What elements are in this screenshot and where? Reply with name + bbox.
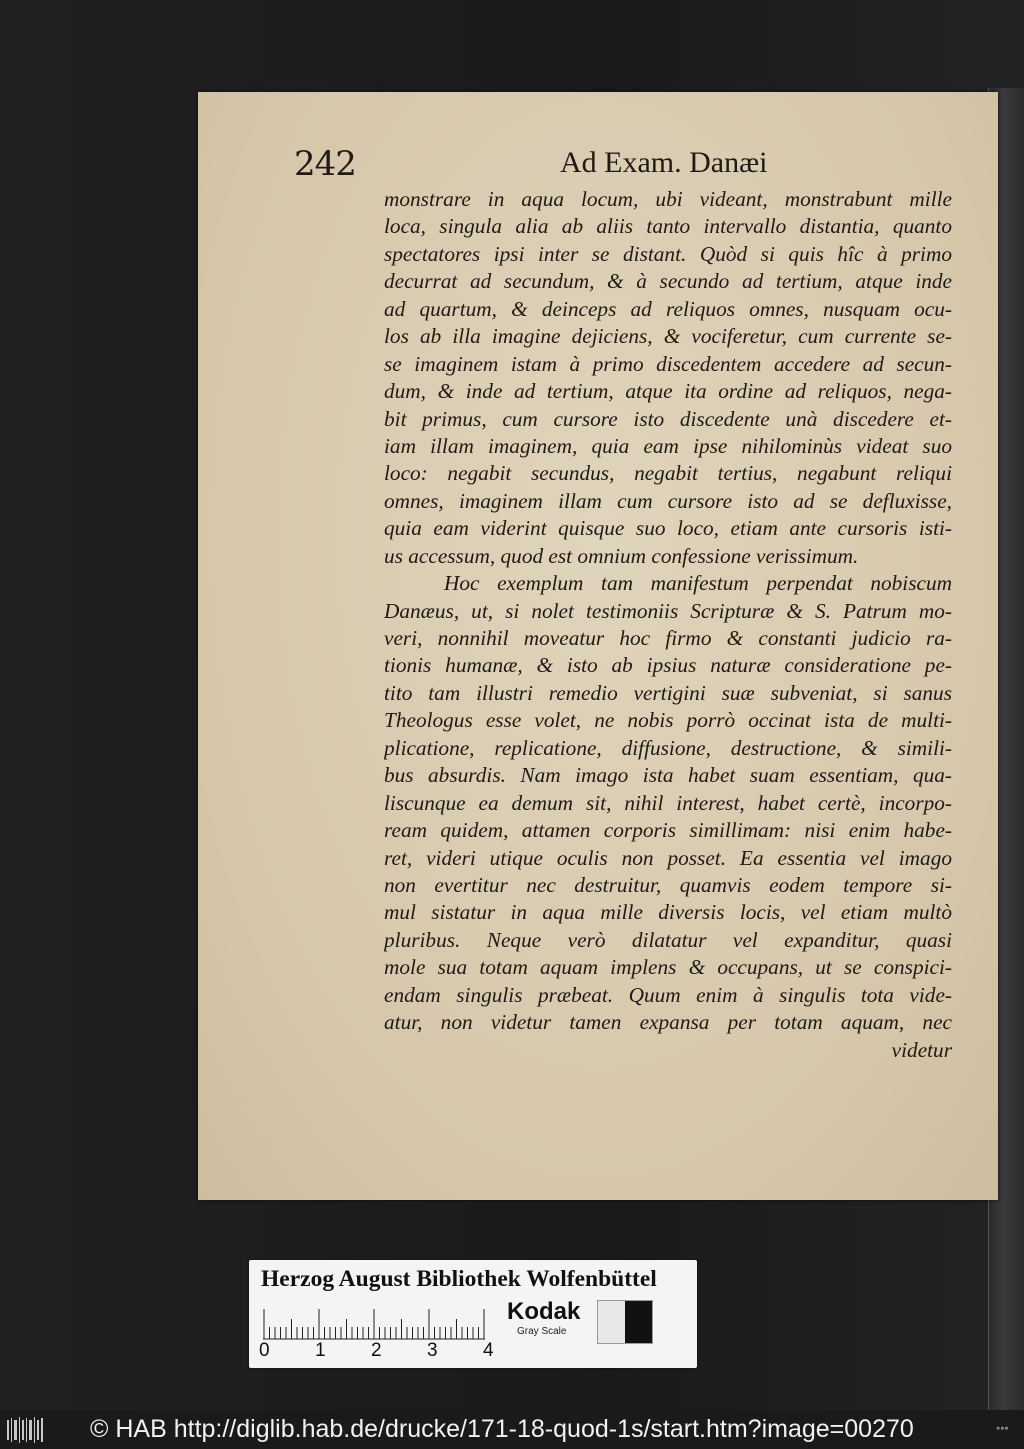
book-page [198, 92, 998, 1200]
hab-barcode-logo-icon [6, 1416, 46, 1444]
ruler-number: 0 [259, 1340, 270, 1361]
text-line-paragraph-start: Hoc exemplum tam manifestum perpendat nobiscum [444, 571, 952, 596]
page-number: 242 [294, 144, 356, 184]
text-line: decurrat ad secundum, & à secundo ad tertium, atque inde [384, 269, 952, 294]
text-line: omnes, imaginem illam cum cursore isto ad se defluxisse, [384, 488, 952, 513]
text-line: tito tam illustri remedio vertigini suæ subveniat, si sanus [384, 680, 952, 705]
library-name: Herzog August Bibliothek Wolfenbüttel [261, 1266, 657, 1292]
text-line: mul sistatur in aqua mille diversis locis, vel etiam multò [384, 900, 952, 925]
ruler-number: 1 [315, 1340, 326, 1361]
text-line: pluribus. Neque verò dilatatur vel expanditur, quasi [384, 927, 952, 952]
text-line: se imaginem istam à primo discedentem accedere ad secun- [384, 351, 952, 376]
footer-copyright-url: © HAB http://diglib.hab.de/drucke/171-18-quod-1s/start.htm?image=00270 [90, 1415, 914, 1443]
text-line: veri, nonnihil moveatur hoc firmo & constanti judicio ra- [384, 626, 952, 650]
text-line: quia eam viderint quisque suo loco, etiam ante cursoris isti- [384, 516, 952, 541]
text-line: Theologus esse volet, ne nobis porrò occinat ista de multi- [384, 708, 952, 733]
dark-swatch [625, 1301, 652, 1343]
text-line: mole sua totam aquam implens & occupans, ut se conspici- [384, 955, 952, 980]
ruler-number: 3 [427, 1340, 438, 1361]
text-line: ad quartum, & deinceps ad reliquos omnes, nusquam ocu- [384, 296, 952, 321]
text-line: los ab illa imagine dejiciens, & vociferetur, cum currente se- [384, 324, 952, 349]
text-line: plicatione, replicatione, diffusione, destructione, & simili- [384, 735, 952, 760]
gray-scale-caption: Gray Scale [517, 1326, 567, 1337]
text-line: us accessum, quod est omnium confessione verissimum. [384, 543, 859, 568]
text-line: bus absurdis. Nam imago ista habet suam essentiam, qua- [384, 763, 952, 788]
page-text-block [384, 186, 952, 1064]
library-color-card [249, 1260, 697, 1368]
catchword: videtur [891, 1037, 952, 1062]
text-line: bit primus, cum cursore isto discedente unà discedere et- [384, 406, 952, 431]
text-line: liscunque ea demum sit, nihil interest, habet certè, incorpo- [384, 790, 952, 815]
text-line: iam illam imaginem, quia eam ipse nihilominùs videat suo [384, 433, 952, 458]
footer-badge-icon: ▪▪▪ [996, 1424, 1009, 1432]
text-line: loca, singula alia ab aliis tanto intervallo distantia, quanto [384, 214, 952, 239]
ruler-number: 2 [371, 1340, 382, 1361]
text-line: spectatores ipsi inter se distant. Quòd si quis hîc à primo [384, 241, 952, 266]
ruler-scale [263, 1306, 485, 1340]
footer-bar [0, 1410, 1024, 1449]
gray-scale-swatch [597, 1300, 653, 1344]
text-line: loco: negabit secundus, negabit tertius, negabunt reliqui [384, 461, 952, 486]
text-line: tionis humanæ, & isto ab ipsius naturæ consideratione pe- [384, 653, 952, 678]
text-line: endam singulis præbeat. Quum enim à singulis tota vide- [384, 982, 952, 1007]
text-line: Danæus, ut, si nolet testimoniis Scripturæ & S. Patrum mo- [384, 598, 952, 623]
kodak-logo-text: Kodak [507, 1298, 581, 1325]
text-line: non evertitur nec destruitur, quamvis eodem tempore si- [384, 872, 952, 897]
text-line: monstrare in aqua locum, ubi videant, monstrabunt mille [384, 187, 952, 211]
ruler-numbers [257, 1340, 497, 1364]
text-line: ret, videri utique oculis non posset. Ea essentia vel imago [384, 845, 952, 870]
text-line: dum, & inde ad tertium, atque ita ordine ad reliquos, nega- [384, 379, 952, 404]
ruler-number: 4 [483, 1340, 494, 1361]
running-head: Ad Exam. Danæi [560, 146, 768, 179]
text-line: atur, non videtur tamen expansa per totam aquam, nec [384, 1010, 952, 1035]
text-line: ream quidem, attamen corporis simillimam: nisi enim habe- [384, 818, 952, 843]
light-swatch [598, 1301, 625, 1343]
